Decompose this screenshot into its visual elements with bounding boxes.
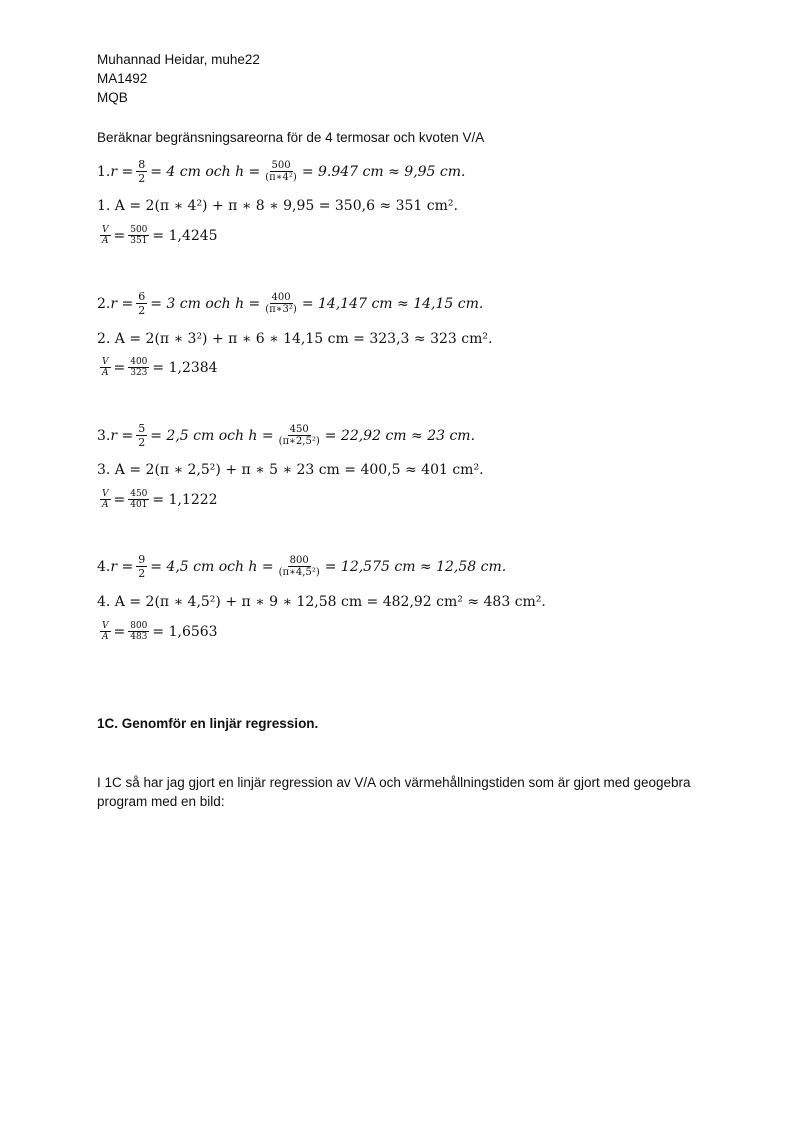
ratio-fraction: $\frac{500}{351}$: [130, 225, 148, 246]
height-result: = 9.947 cm ≈ 9,95 cm.: [301, 163, 466, 180]
area-line-3: 3. A = 2(π ∗ 2,5²) + π ∗ 5 ∗ 23 cm = 400,5 ≈ 401 cm².: [97, 462, 484, 478]
radius-height-line-1: [97, 158, 465, 185]
eq-sign: =: [113, 491, 126, 508]
ratio-value: = 1,2384: [152, 359, 218, 376]
ratio-fraction: $\frac{800}{483}$: [130, 621, 148, 642]
height-result: = 22,92 cm ≈ 23 cm.: [324, 427, 476, 444]
height-fraction: $\frac{450}{\text{(π∗2,5²)}}$: [278, 424, 320, 447]
eq-sign: =: [113, 227, 126, 244]
va-fraction: $\frac{V}{A}$: [102, 489, 109, 510]
height-fraction: $\frac{500}{\text{(π∗4²)}}$: [265, 160, 297, 183]
r-label: r =: [110, 427, 134, 444]
radius-result: = 4,5 cm och h =: [150, 558, 274, 575]
course-line: MA1492: [97, 71, 148, 86]
ratio-line-4: [97, 621, 218, 642]
radius-fraction: $\frac{5}{2}$: [138, 422, 146, 449]
area-line-4: 4. A = 2(π ∗ 4,5²) + π ∗ 9 ∗ 12,58 cm = 482,92 cm² ≈ 483 cm².: [97, 594, 546, 610]
ratio-fraction: $\frac{450}{401}$: [130, 489, 148, 510]
radius-height-line-3: [97, 422, 475, 449]
document-header: [97, 50, 260, 107]
ratio-value: = 1,4245: [152, 227, 218, 244]
area-line-1: 1. A = 2(π ∗ 4²) + π ∗ 8 ∗ 9,95 = 350,6 ≈ 351 cm².: [97, 198, 458, 214]
height-fraction: $\frac{400}{\text{(π∗3²)}}$: [265, 292, 297, 315]
calc-number: 2.: [97, 295, 111, 312]
calc-number: 1.: [97, 163, 111, 180]
va-fraction: $\frac{V}{A}$: [102, 225, 109, 246]
calc-number: 4.: [97, 558, 111, 575]
section-heading: 1C. Genomför en linjär regression.: [97, 716, 319, 731]
author-line: Muhannad Heidar, muhe22: [97, 52, 260, 67]
r-label: r =: [110, 163, 134, 180]
ratio-line-2: [97, 357, 218, 378]
radius-result: = 4 cm och h =: [150, 163, 261, 180]
radius-result: = 2,5 cm och h =: [150, 427, 274, 444]
code-line: MQB: [97, 90, 128, 105]
regression-paragraph: I 1C så har jag gjort en linjär regression av V/A och värmehållningstiden som är gjort med geogebra program med en bild:: [97, 775, 691, 809]
radius-fraction: $\frac{6}{2}$: [138, 290, 146, 317]
ratio-value: = 1,6563: [152, 623, 218, 640]
ratio-fraction: $\frac{400}{323}$: [130, 357, 148, 378]
height-result: = 14,147 cm ≈ 14,15 cm.: [301, 295, 484, 312]
radius-height-line-4: [97, 553, 506, 580]
intro-text: Beräknar begränsningsareorna för de 4 termosar och kvoten V/A: [97, 130, 485, 145]
eq-sign: =: [113, 623, 126, 640]
eq-sign: =: [113, 359, 126, 376]
va-fraction: $\frac{V}{A}$: [102, 357, 109, 378]
radius-fraction: $\frac{9}{2}$: [138, 553, 146, 580]
r-label: r =: [110, 295, 134, 312]
va-fraction: $\frac{V}{A}$: [102, 621, 109, 642]
radius-height-line-2: [97, 290, 483, 317]
ratio-value: = 1,1222: [152, 491, 218, 508]
ratio-line-3: [97, 489, 218, 510]
radius-fraction: $\frac{8}{2}$: [138, 158, 146, 185]
height-fraction: $\frac{800}{\text{(π∗4,5²)}}$: [278, 555, 320, 578]
radius-result: = 3 cm och h =: [150, 295, 261, 312]
calc-number: 3.: [97, 427, 111, 444]
height-result: = 12,575 cm ≈ 12,58 cm.: [324, 558, 507, 575]
area-line-2: 2. A = 2(π ∗ 3²) + π ∗ 6 ∗ 14,15 cm = 323,3 ≈ 323 cm².: [97, 331, 493, 347]
ratio-line-1: [97, 225, 218, 246]
r-label: r =: [110, 558, 134, 575]
